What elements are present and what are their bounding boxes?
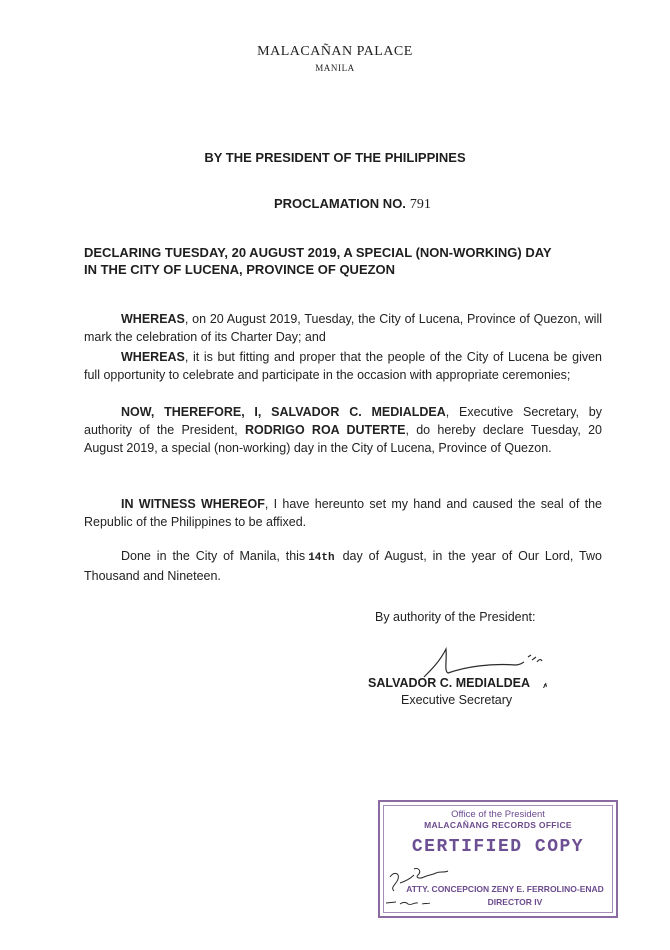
proclamation-title — [84, 244, 594, 278]
president-name: RODRIGO ROA DUTERTE — [244, 423, 406, 437]
whereas-text-2: , it is but fitting and proper that the people of the City of Lucena be given full opportunity to celebrate and participate in the occasion with appropriate ceremonies; — [84, 350, 602, 382]
header-city: MANILA — [315, 63, 355, 73]
witness-lead: IN WITNESS WHEREOF — [121, 497, 265, 511]
title-line-1: DECLARING TUESDAY, 20 AUGUST 2019, A SPECIAL (NON-WORKING) DAY — [84, 245, 552, 260]
done-text-a: Done in the City of Manila, this — [121, 549, 306, 563]
witness-text: , I have hereunto set my hand and caused the seal of the Republic of the Philippines to be affixed. — [84, 497, 602, 529]
whereas-lead-2: WHEREAS — [121, 350, 185, 364]
issuer-heading: BY THE PRESIDENT OF THE PHILIPPINES — [204, 150, 466, 165]
signatory-name: SALVADOR C. MEDIALDEA — [368, 676, 531, 690]
declaration-paragraph — [84, 403, 602, 457]
whereas-paragraph-2 — [84, 348, 602, 384]
header-palace: MALACAÑAN PALACE — [257, 44, 413, 59]
authority-line: By authority of the President: — [375, 610, 536, 624]
whereas-lead-1: WHEREAS — [121, 312, 185, 326]
done-day: 14th — [308, 552, 335, 564]
whereas-text-1: , on 20 August 2019, Tuesday, the City of Lucena, Province of Quezon, will mark the celebration of its Charter Day; and — [84, 312, 602, 344]
stamp-certified-copy: CERTIFIED COPY — [411, 837, 585, 857]
proclamation-number: 791 — [409, 197, 431, 212]
proclamation-label: PROCLAMATION NO. — [274, 196, 406, 211]
stamp-initial-signature — [384, 863, 464, 913]
declaration-lead: NOW, THEREFORE, I, SALVADOR C. MEDIALDEA — [121, 405, 446, 419]
stamp-records-office: MALACAÑANG RECORDS OFFICE — [424, 820, 572, 830]
witness-paragraph — [84, 495, 602, 531]
done-text-b: day of August, in the year of Our Lord, Two Thousand and Nineteen. — [84, 549, 602, 583]
declaration-text-a: , Executive Secretary, by authority of the President, — [84, 405, 602, 437]
declaration-text-b: , do hereby declare Tuesday, 20 August 2019, a special (non-working) day in the City of Lucena, Province of Quezon. — [84, 423, 602, 455]
title-line-2: IN THE CITY OF LUCENA, PROVINCE OF QUEZON — [84, 262, 396, 277]
stamp-officer-title: DIRECTOR IV — [487, 897, 543, 907]
whereas-paragraph-1 — [84, 310, 602, 346]
signatory-title: Executive Secretary — [401, 693, 513, 707]
done-paragraph — [84, 547, 602, 585]
stamp-office: Office of the President — [451, 809, 545, 820]
stamp-officer-name: ATTY. CONCEPCION ZENY E. FERROLINO-ENAD — [406, 884, 604, 894]
proclamation-number-line — [274, 196, 431, 213]
